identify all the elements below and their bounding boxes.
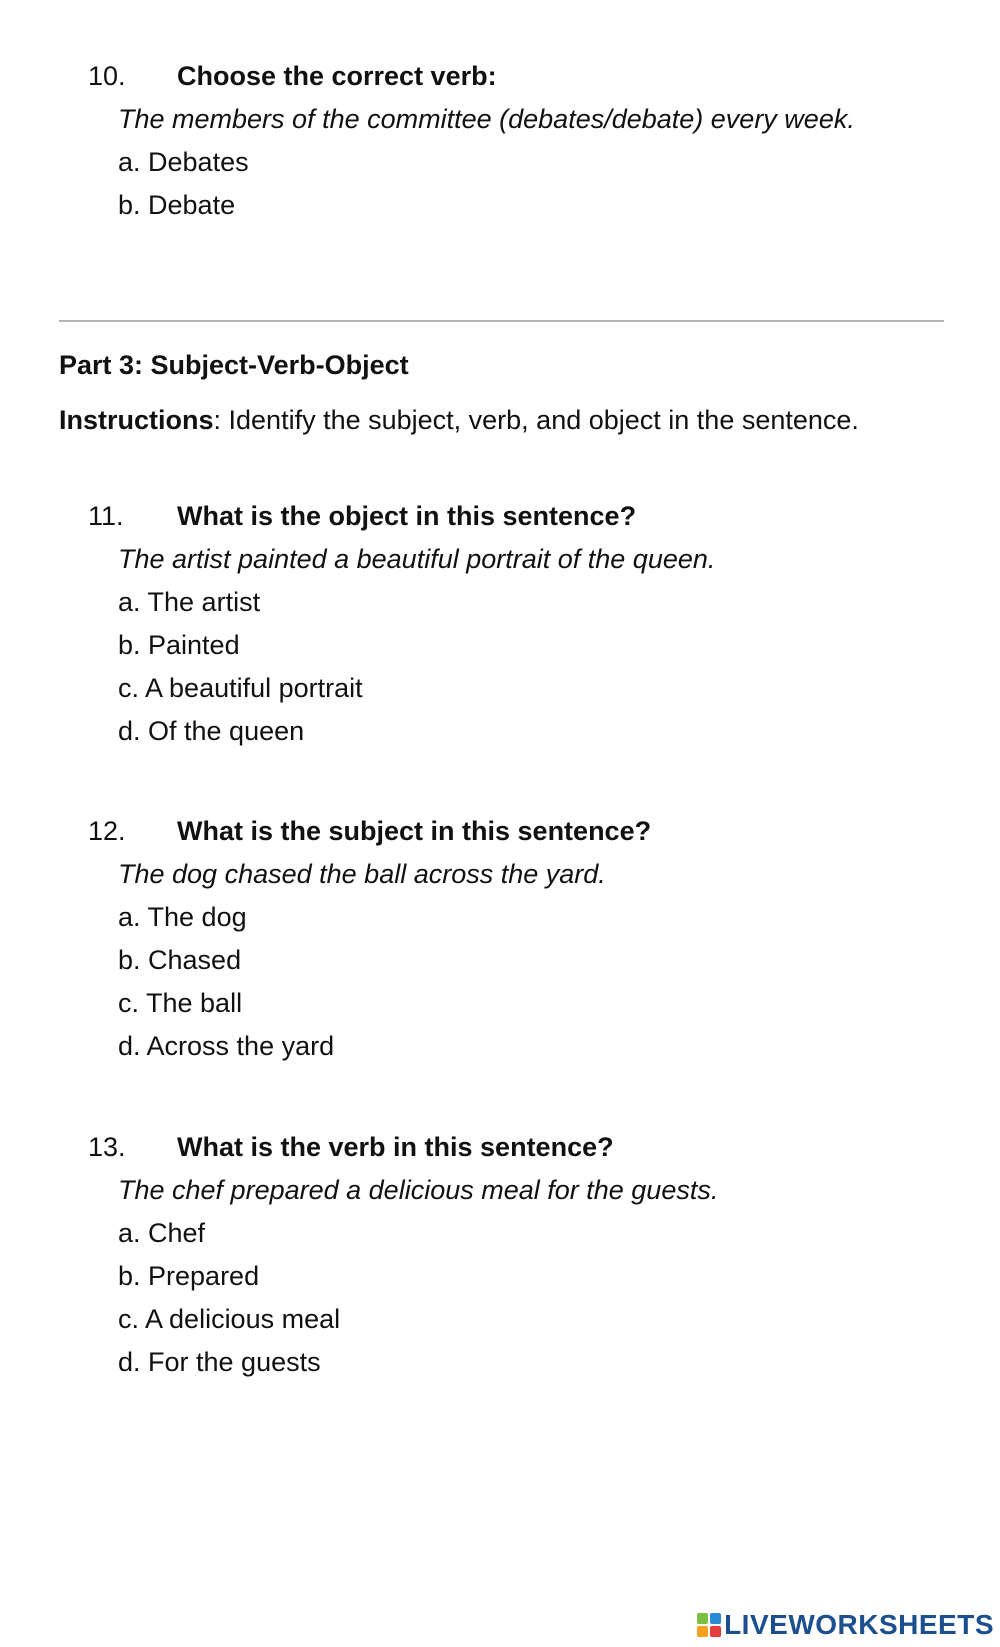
answer-option-b[interactable]: b. Painted [118, 630, 240, 660]
part-title: Part 3: Subject-Verb-Object [59, 350, 409, 380]
answer-option-b[interactable]: b. Chased [118, 945, 242, 975]
question-sentence: The members of the committee (debates/debate) every week. [118, 104, 855, 134]
question-header [88, 810, 968, 853]
question-header [88, 495, 968, 538]
question-11 [88, 495, 968, 753]
question-header [88, 55, 968, 98]
question-prompt: What is the subject in this sentence? [177, 816, 652, 846]
instructions-label: Instructions [59, 405, 214, 435]
logo-square-blue [710, 1613, 721, 1624]
answer-option-d[interactable]: d. Of the queen [118, 716, 305, 746]
question-number: 13. [88, 1132, 126, 1162]
liveworksheets-logo[interactable] [697, 1608, 994, 1642]
question-12 [88, 810, 968, 1068]
section-divider [59, 320, 944, 322]
answer-option-c[interactable]: c. A beautiful portrait [118, 673, 363, 703]
question-number: 12. [88, 816, 126, 846]
question-sentence: The chef prepared a delicious meal for the guests. [118, 1175, 719, 1205]
instructions-text: : Identify the subject, verb, and object in the sentence. [213, 405, 859, 435]
answer-option-b[interactable]: b. Debate [118, 190, 236, 220]
answer-option-a[interactable]: a. The artist [118, 587, 261, 617]
question-number: 10. [88, 61, 126, 91]
question-10 [88, 55, 968, 227]
question-13 [88, 1126, 968, 1384]
logo-square-orange [697, 1626, 708, 1637]
question-sentence: The artist painted a beautiful portrait of the queen. [118, 544, 716, 574]
answer-option-c[interactable]: c. The ball [118, 988, 243, 1018]
question-prompt: Choose the correct verb: [177, 61, 497, 91]
brand-name: LIVEWORKSHEETS [724, 1609, 994, 1640]
answer-option-a[interactable]: a. Chef [118, 1218, 206, 1248]
answer-option-a[interactable]: a. The dog [118, 902, 247, 932]
answer-option-d[interactable]: d. For the guests [118, 1347, 321, 1377]
answer-option-d[interactable]: d. Across the yard [118, 1031, 335, 1061]
question-prompt: What is the verb in this sentence? [177, 1132, 614, 1162]
instructions [59, 398, 859, 442]
logo-square-red [710, 1626, 721, 1637]
logo-square-green [697, 1613, 708, 1624]
question-header [88, 1126, 968, 1169]
question-number: 11. [88, 501, 124, 531]
question-prompt: What is the object in this sentence? [177, 501, 637, 531]
answer-option-a[interactable]: a. Debates [118, 147, 249, 177]
liveworksheets-logo-icon [697, 1613, 721, 1637]
question-sentence: The dog chased the ball across the yard. [118, 859, 606, 889]
answer-option-b[interactable]: b. Prepared [118, 1261, 260, 1291]
answer-option-c[interactable]: c. A delicious meal [118, 1304, 341, 1334]
